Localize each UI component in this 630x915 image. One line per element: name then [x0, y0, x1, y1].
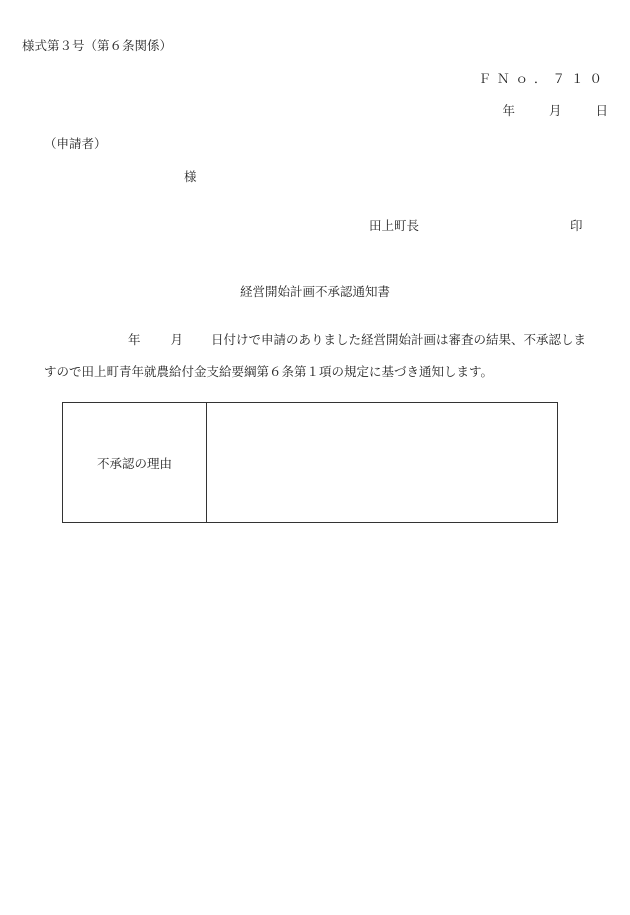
applicant-label: （申請者）: [44, 136, 107, 151]
body-text-line-2: すので田上町青年就農給付金支給要綱第６条第１項の規定に基づき通知します。: [44, 364, 494, 379]
body-text-line-1: [44, 330, 586, 348]
date-line: [502, 101, 608, 119]
table-row: [63, 403, 558, 523]
form-number-label: 様式第３号（第６条関係）: [22, 38, 173, 53]
issuer-name: 田上町長: [369, 218, 420, 233]
recipient-honorific: 様: [184, 169, 197, 184]
body-text-1: 日付けで申請のありました経営開始計画は審査の結果、不承認しま: [211, 332, 587, 347]
reason-value-cell[interactable]: [207, 403, 558, 523]
body-year-label: 年: [128, 332, 141, 347]
body-month-label: 月: [170, 332, 184, 347]
file-number: ＦＮｏ．７１０: [478, 71, 608, 86]
seal-mark: 印: [570, 218, 583, 233]
reason-table: [62, 402, 558, 523]
reason-label-cell: 不承認の理由: [63, 403, 207, 523]
document-title: 経営開始計画不承認通知書: [239, 284, 390, 299]
date-day-label: 日: [595, 103, 608, 118]
date-year-label: 年: [502, 103, 515, 118]
date-month-label: 月: [548, 103, 562, 118]
